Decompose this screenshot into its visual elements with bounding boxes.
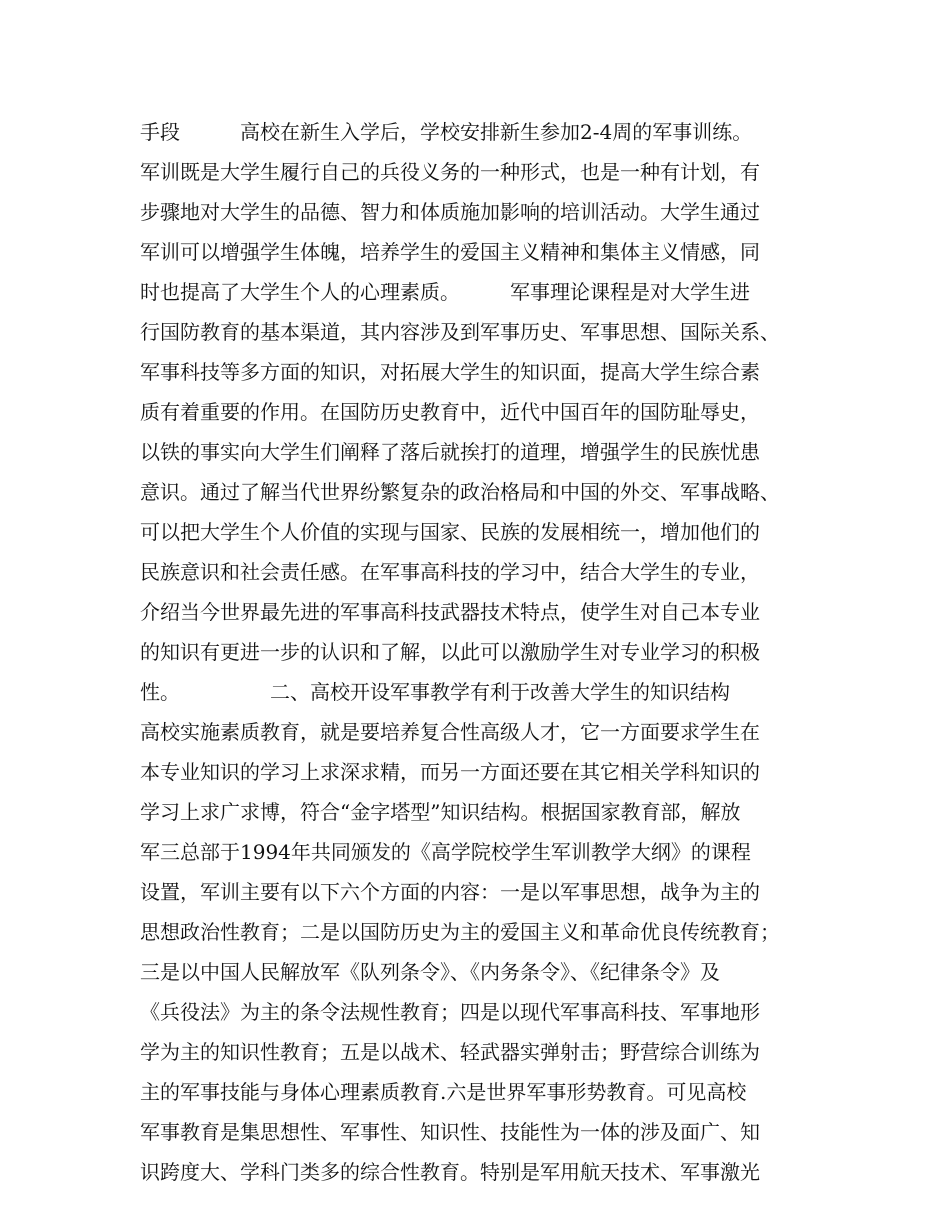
text-line-27: 识跨度大、学科门类多的综合性教育。特别是军用航天技术、军事激光 — [140, 1160, 760, 1184]
text-line-11: 可以把大学生个人价值的实现与国家、民族的发展相统一，增加他们的 — [140, 520, 760, 544]
text-line-7: 军事科技等多方面的知识，对拓展大学生的知识面，提高大学生综合素 — [140, 360, 760, 384]
text-line-26: 军事教育是集思想性、军事性、知识性、技能性为一体的涉及面广、知 — [140, 1120, 760, 1144]
text-line-22: 三是以中国人民解放军《队列条令》、《内务条令》、《纪律条令》及 — [140, 960, 720, 984]
text-line-3: 步骤地对大学生的品德、智力和体质施加影响的培训活动。大学生通过 — [140, 200, 760, 224]
text-line-5: 时也提高了大学生个人的心理素质。 军事理论课程是对大学生进 — [140, 280, 750, 304]
text-line-17: 本专业知识的学习上求深求精，而另一方面还要在其它相关学科知识的 — [140, 760, 760, 784]
body-text — [140, 112, 840, 1192]
text-line-25: 主的军事技能与身体心理素质教育.六是世界军事形势教育。可见高校 — [140, 1080, 747, 1104]
text-line-6: 行国防教育的基本渠道，其内容涉及到军事历史、军事思想、国际关系、 — [140, 320, 780, 344]
text-line-18: 学习上求广求博，符合“金字塔型”知识结构。根据国家教育部，解放 — [140, 800, 741, 824]
text-line-24: 学为主的知识性教育；五是以战术、轻武器实弹射击；野营综合训练为 — [140, 1040, 760, 1064]
text-line-12: 民族意识和社会责任感。在军事高科技的学习中，结合大学生的专业， — [140, 560, 760, 584]
text-line-20: 设置，军训主要有以下六个方面的内容：一是以军事思想，战争为主的 — [140, 880, 760, 904]
text-line-8: 质有着重要的作用。在国防历史教育中，近代中国百年的国防耻辱史， — [140, 400, 760, 424]
text-line-4: 军训可以增强学生体魄，培养学生的爱国主义精神和集体主义情感，同 — [140, 240, 760, 264]
text-line-14: 的知识有更进一步的认识和了解，以此可以激励学生对专业学习的积极 — [140, 640, 760, 664]
text-line-10: 意识。通过了解当代世界纷繁复杂的政治格局和中国的外交、军事战略、 — [140, 480, 780, 504]
text-line-16: 高校实施素质教育，就是要培养复合性高级人才，它一方面要求学生在 — [140, 720, 760, 744]
text-line-2: 军训既是大学生履行自己的兵役义务的一种形式，也是一种有计划，有 — [140, 160, 760, 184]
text-line-9: 以铁的事实向大学生们阐释了落后就挨打的道理，增强学生的民族忧患 — [140, 440, 760, 464]
text-line-19: 军三总部于1994年共同颁发的《高学院校学生军训教学大纲》的课程 — [140, 840, 751, 864]
text-line-13: 介绍当今世界最先进的军事高科技武器技术特点，使学生对自己本专业 — [140, 600, 760, 624]
text-line-21: 思想政治性教育；二是以国防历史为主的爱国主义和革命优良传统教育； — [140, 920, 780, 944]
text-line-15: 性。 二、高校开设军事教学有利于改善大学生的知识结构 — [140, 680, 730, 704]
text-line-23: 《兵役法》为主的条令法规性教育；四是以现代军事高科技、军事地形 — [140, 1000, 760, 1024]
text-line-1: 手段 高校在新生入学后，学校安排新生参加2-4周的军事训练。 — [140, 120, 753, 144]
